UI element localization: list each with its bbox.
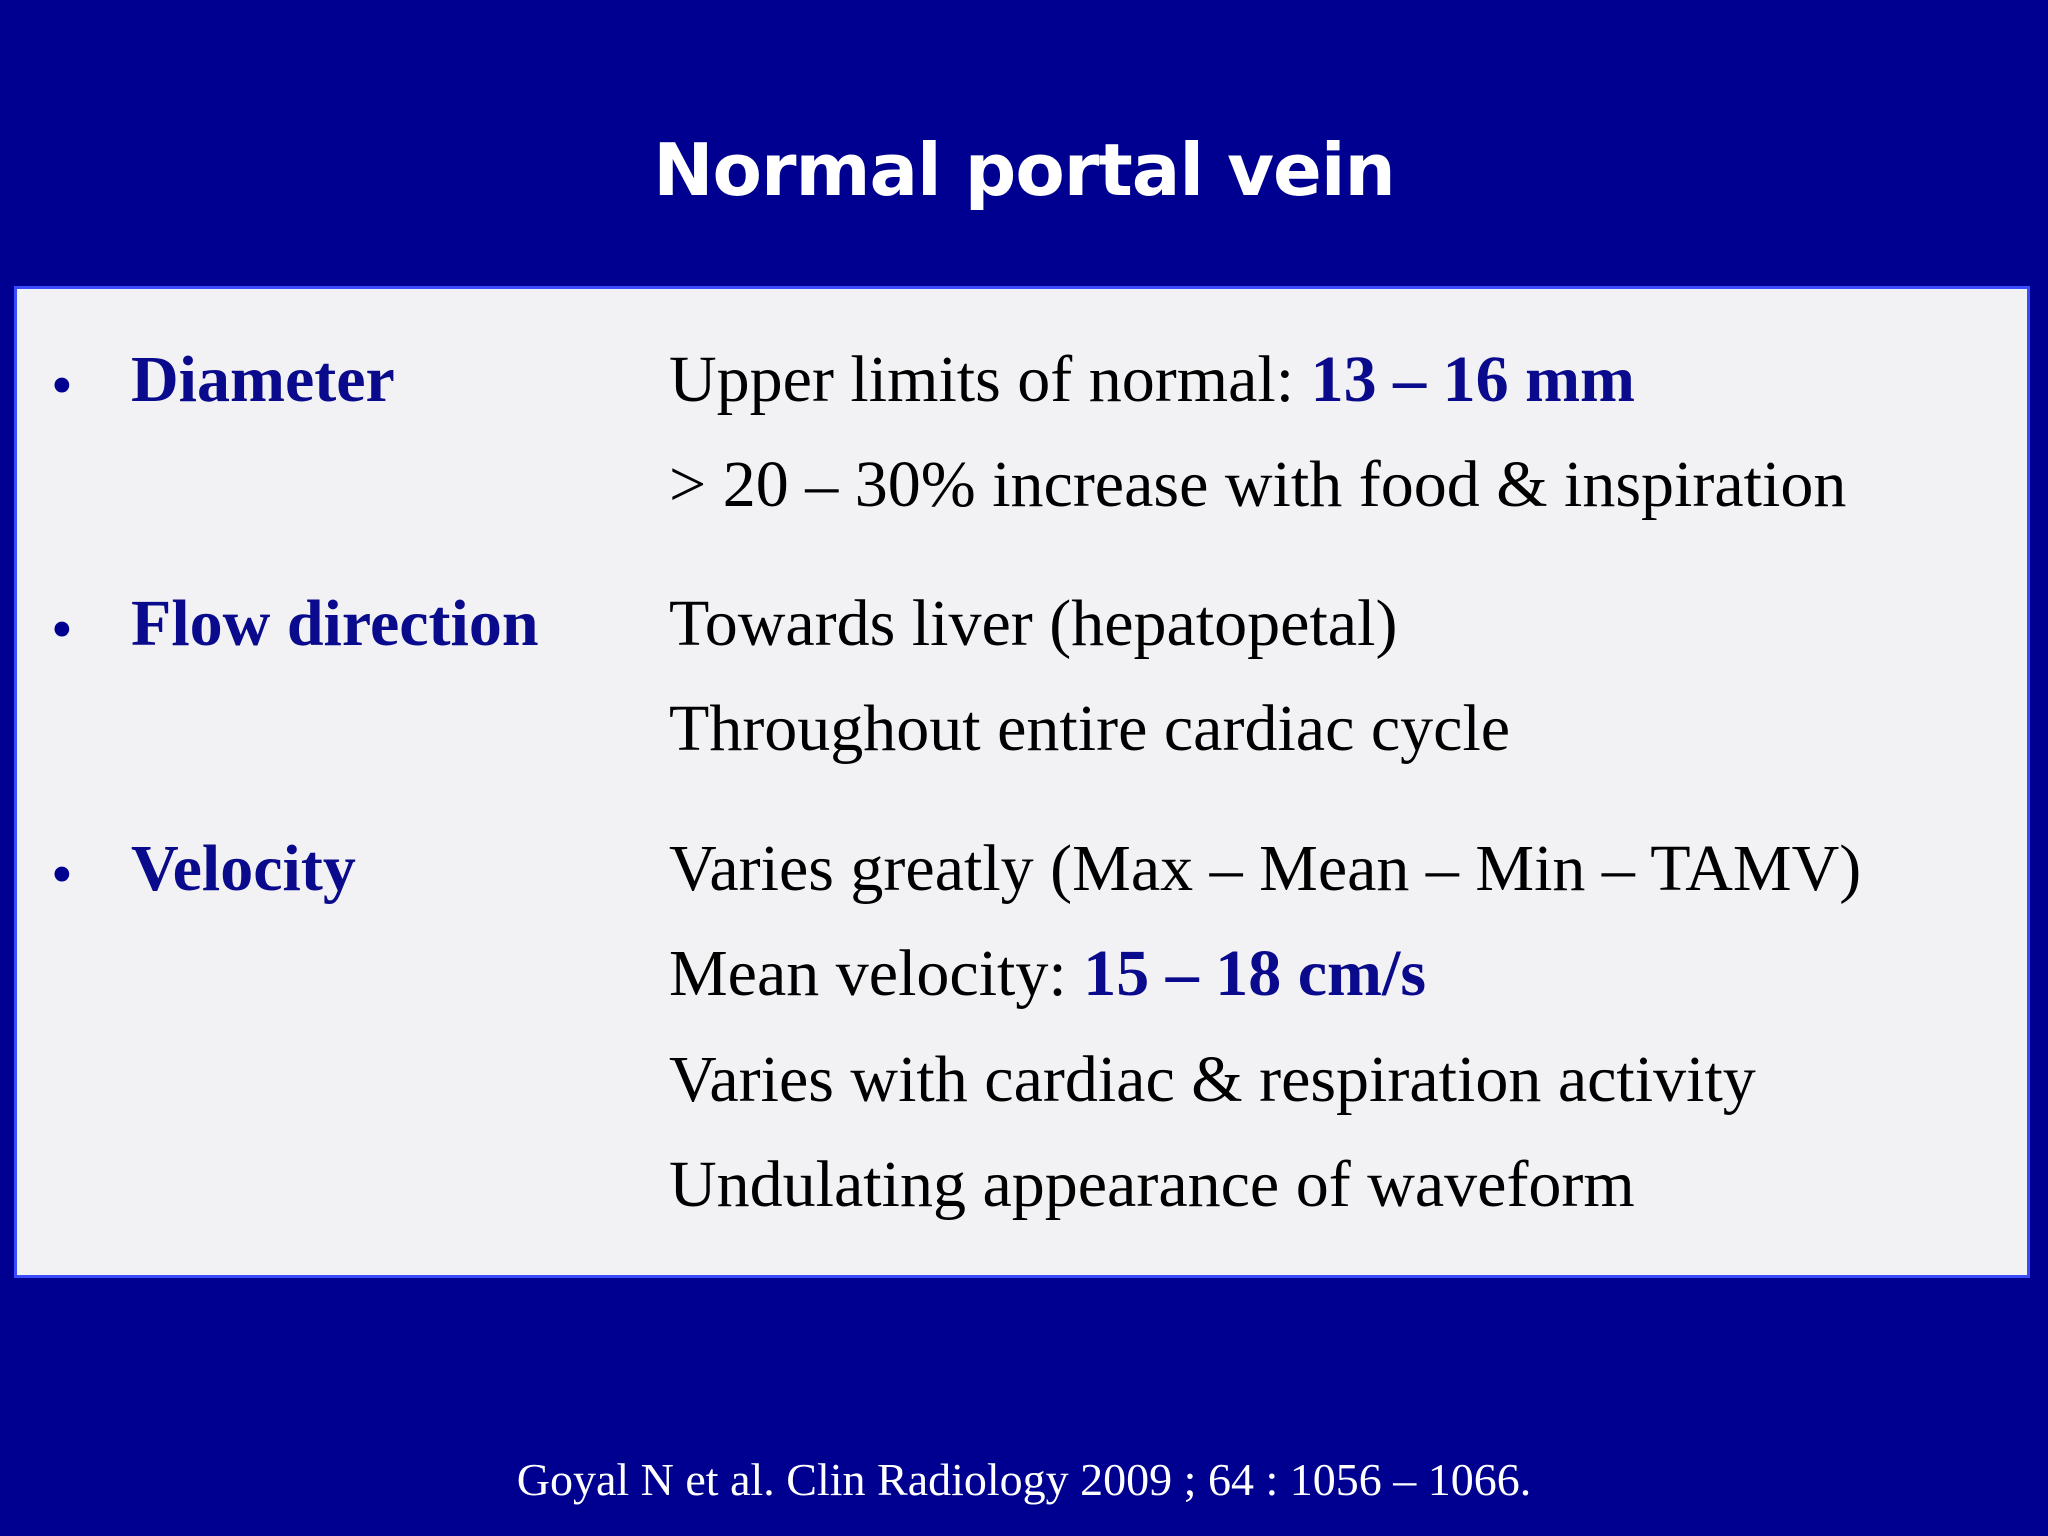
section-label-velocity: Velocity [131, 832, 356, 905]
velocity-line-3: Varies with cardiac & respiration activity [669, 1043, 1756, 1116]
diameter-range-value: 13 – 16 mm [1310, 343, 1636, 416]
bullet-icon: • [51, 596, 73, 664]
velocity-line-4: Undulating appearance of waveform [669, 1148, 1635, 1221]
diameter-line-1-text: Upper limits of normal: [669, 343, 1311, 416]
content-panel [14, 286, 2030, 1278]
slide-title: Normal portal vein [653, 128, 1395, 212]
mean-velocity-value: 15 – 18 cm/s [1083, 937, 1427, 1010]
bullet-icon: • [51, 841, 73, 909]
velocity-line-1: Varies greatly (Max – Mean – Min – TAMV) [669, 832, 1862, 905]
citation: Goyal N et al. Clin Radiology 2009 ; 64 : 1056 – 1066. [516, 1454, 1532, 1505]
flow-direction-line-1: Towards liver (hepatopetal) [669, 587, 1398, 660]
diameter-line-2: > 20 – 30% increase with food & inspiration [669, 448, 1847, 521]
section-label-flow-direction: Flow direction [131, 587, 539, 660]
diameter-line-1 [669, 345, 1635, 415]
flow-direction-line-2: Throughout entire cardiac cycle [669, 692, 1511, 765]
velocity-line-2 [669, 939, 1426, 1009]
section-label-diameter: Diameter [131, 343, 395, 416]
bullet-icon: • [51, 352, 73, 420]
velocity-line-2-text: Mean velocity: [669, 937, 1084, 1010]
